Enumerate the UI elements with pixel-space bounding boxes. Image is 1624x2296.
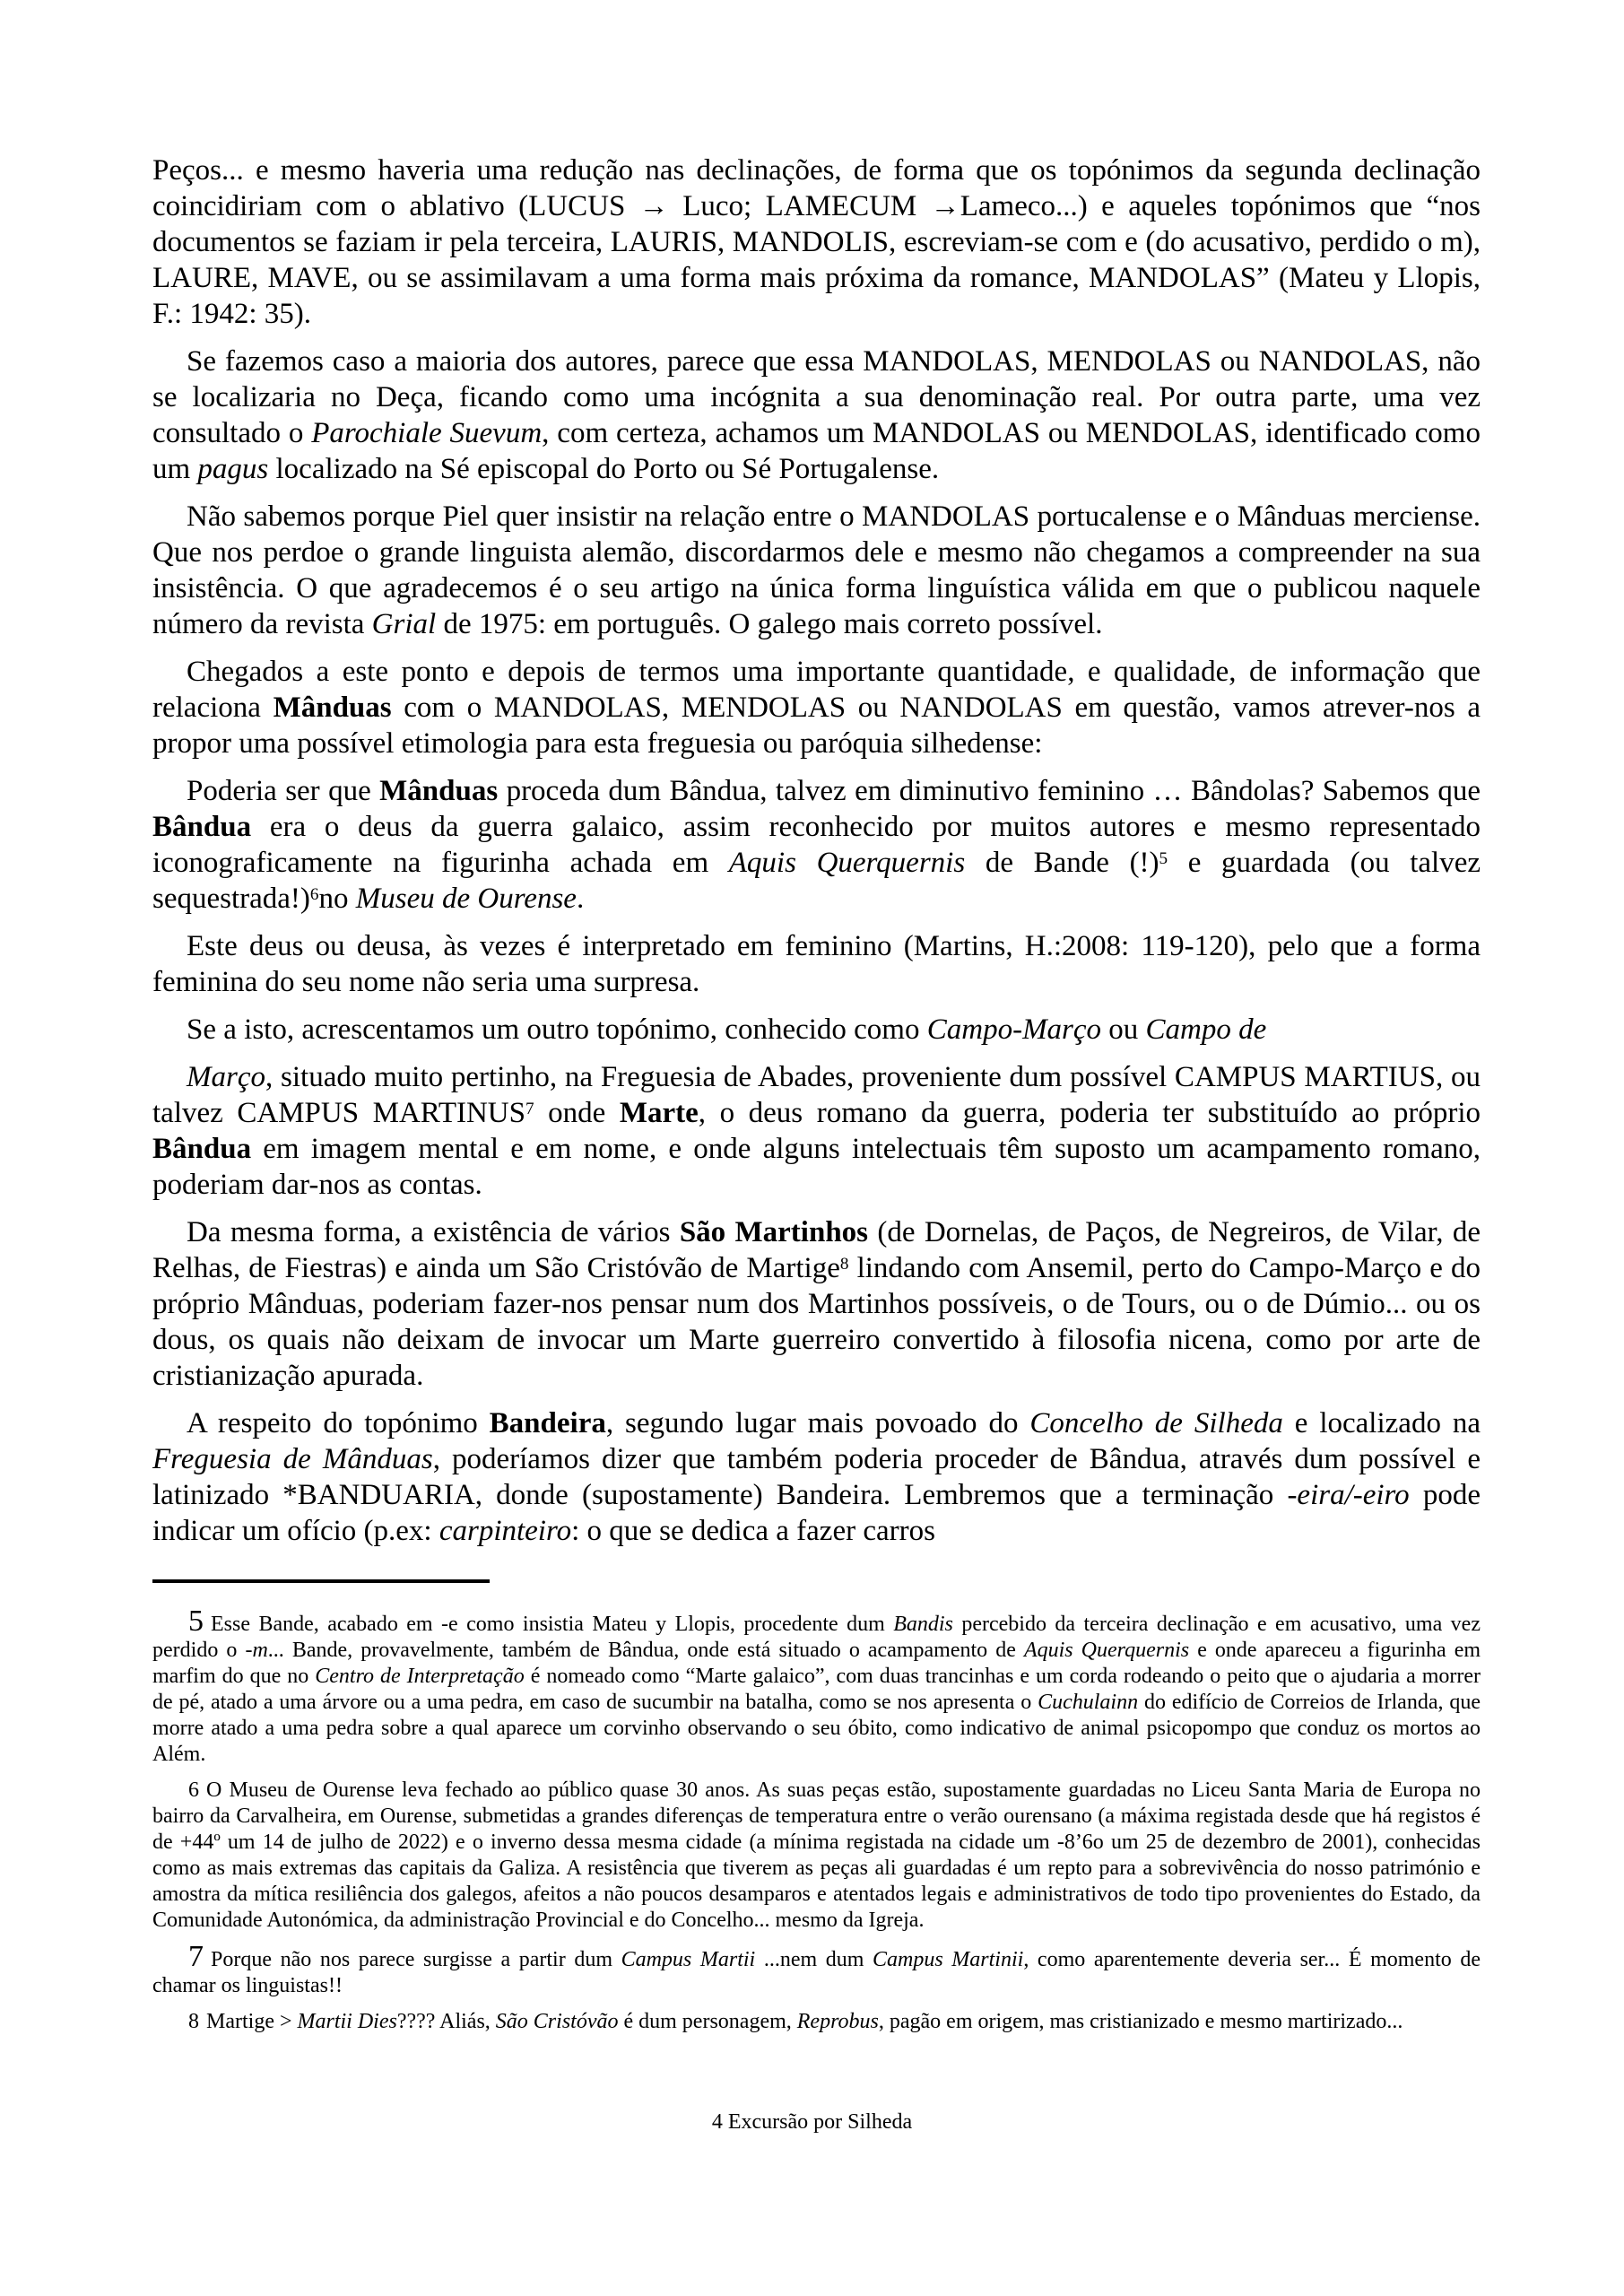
- footnote-5-number: 5: [188, 1605, 204, 1638]
- footnote-separator: [152, 1579, 490, 1583]
- body-paragraph-1: Peços... e mesmo haveria uma redução nas declinações, de forma que os topónimos da segunda declinação coincidiriam com o ablativo (LUCUS → Luco; LAMECUM →Lameco...) e aqueles topónimos que “nos documentos se faziam ir pela terceira, LAURIS, MANDOLIS, escreviam-se com e (do acusativo, perdido o m), LAURE, MAVE, ou se assimilavam a uma forma mais próxima da romance, MANDOLAS” (Mateu y Llopis, F.: 1942: 35).: [152, 154, 1481, 330]
- body-paragraph-9: Da mesma forma, a existência de vários São Martinhos (de Dornelas, de Paços, de Negreiros, de Vilar, de Relhas, de Fiestras) e ainda um São Cristóvão de Martige$^8$ lindando com Ansemil, perto do Campo-Março e do próprio Mânduas, poderiam fazer-nos pensar num dos Martinhos possíveis, o de Tours, ou o de Dúmio... ou os dous, os quais não deixam de invocar um Marte guerreiro convertido à filosofia nicena, como por arte de cristianização apurada.: [152, 1216, 1481, 1392]
- footnote-6: [152, 1778, 1481, 1934]
- footnote-7-text: Porque não nos parece surgisse a partir dum Campus Martii ...nem dum Campus Martinii, como aparentemente deveria ser... É momento de chamar os linguistas!!: [152, 1948, 1481, 1997]
- body-paragraph-10: A respeito do topónimo Bandeira, segundo lugar mais povoado do Concelho de Silheda e localizado na Freguesia de Mânduas, poderíamos dizer que também poderia proceder de Bândua, através dum possível e latinizado *BANDUARIA, donde (supostamente) Bandeira. Lembremos que a terminação -eira/-eiro pode indicar um ofício (p.ex: carpinteiro: o que se dedica a fazer carros: [152, 1407, 1481, 1547]
- body-paragraph-2: Se fazemos caso a maioria dos autores, parece que essa MANDOLAS, MENDOLAS ou NANDOLAS, não se localizaria no Deça, ficando como uma incógnita a sua denominação real. Por outra parte, uma vez consultado o Parochiale Suevum, com certeza, achamos um MANDOLAS ou MENDOLAS, identificado como um pagus localizado na Sé episcopal do Porto ou Sé Portugalense.: [152, 345, 1481, 485]
- footnote-5-text: Esse Bande, acabado em -e como insistia Mateu y Llopis, procedente dum Bandis percebido da terceira declinação e em acusativo, uma vez perdido o -m... Bande, provavelmente, também de Bândua, onde está situado o acampamento de Aquis Querquernis e onde apareceu a figurinha em marfim do que no Centro de Interpretação é nomeado como “Marte galaico”, com duas trancinhas e um corda rodeando o peito que o ajudaria a morrer de pé, atado a uma árvore ou a uma pedra, em caso de sucumbir na batalha, como se nos apresenta o Cuchulainn do edifício de Correios de Irlanda, que morre atado a uma pedra sobre a qual aparece um corvinho observando o seu óbito, como indicativo de animal psicopompo que conduz os mortos ao Além.: [152, 1613, 1481, 1766]
- footnote-8-number: 8: [188, 2010, 199, 2033]
- body-paragraph-8: Março, situado muito pertinho, na Freguesia de Abades, proveniente dum possível CAMPUS MARTIUS, ou talvez CAMPUS MARTINUS$^7$ onde Marte, o deus romano da guerra, poderia ter substituído ao próprio Bândua em imagem mental e em nome, e onde alguns intelectuais têm suposto um acampamento romano, poderiam dar-nos as contas.: [152, 1061, 1481, 1201]
- body-paragraph-5: Poderia ser que Mânduas proceda dum Bândua, talvez em diminutivo feminino … Bândolas? Sabemos que Bândua era o deus da guerra galaico, assim reconhecido por muitos autores e mesmo representado iconograficamente na figurinha achada em Aquis Querquernis de Bande (!)$^5$ e guardada (ou talvez sequestrada!)$^6$no Museu de Ourense.: [152, 775, 1481, 915]
- page-text-block: [152, 152, 1481, 2035]
- footnote-8-text: Martige > Martii Dies???? Aliás, São Cristóvão é dum personagem, Reprobus, pagão em origem, mas cristianizado e mesmo martirizado...: [206, 2010, 1403, 2033]
- footnotes-section: [152, 1605, 1481, 2035]
- body-paragraph-7: Se a isto, acrescentamos um outro topónimo, conhecido como Campo-Março ou Campo de: [187, 1013, 1267, 1046]
- page-footer: 4 Excursão por Silheda: [711, 2110, 913, 2134]
- footnote-8: [152, 2009, 1481, 2035]
- body-paragraph-4: Chegados a este ponto e depois de termos uma importante quantidade, e qualidade, de informação que relaciona Mânduas com o MANDOLAS, MENDOLAS ou NANDOLAS em questão, vamos atrever-nos a propor uma possível etimologia para esta freguesia ou paróquia silhedense:: [152, 656, 1481, 760]
- footnote-6-number: 6: [188, 1779, 199, 1802]
- footnote-5: [152, 1605, 1481, 1768]
- footnote-6-text: O Museu de Ourense leva fechado ao público quase 30 anos. As suas peças estão, supostamente guardadas no Liceu Santa Maria de Europa no bairro da Carvalheira, em Ourense, submetidas a grandes diferenças de temperatura entre o verão ourensano (a máxima registada desde que há registos é de +44º um 14 de julho de 2022) e o inverno dessa mesma cidade (a mínima registada na cidade um -8’6o um 25 de dezembro de 2001), conhecidas como as mais extremas das capitais da Galiza. A resistência que tiverem as peças ali guardadas é um repto para a sobrevivência do nosso património e amostra da mítica resiliência dos galegos, afeitos a não poucos desamparos e atentados legais e administrativos de todo tipo provenientes do Estado, da Comunidade Autonómica, da administração Provincial e do Concelho... mesmo da Igreja.: [152, 1779, 1481, 1932]
- footnote-7: [152, 1940, 1481, 1999]
- body-paragraph-6: Este deus ou deusa, às vezes é interpretado em feminino (Martins, H.:2008: 119-120), pelo que a forma feminina do seu nome não seria uma surpresa.: [152, 930, 1481, 998]
- footnote-7-number: 7: [188, 1940, 204, 1973]
- body-paragraph-3: Não sabemos porque Piel quer insistir na relação entre o MANDOLAS portucalense e o Mânduas merciense. Que nos perdoe o grande linguista alemão, discordarmos dele e mesmo não chegamos a compreender na sua insistência. O que agradecemos é o seu artigo na única forma linguística válida em que o publicou naquele número da revista Grial de 1975: em português. O galego mais correto possível.: [152, 500, 1481, 640]
